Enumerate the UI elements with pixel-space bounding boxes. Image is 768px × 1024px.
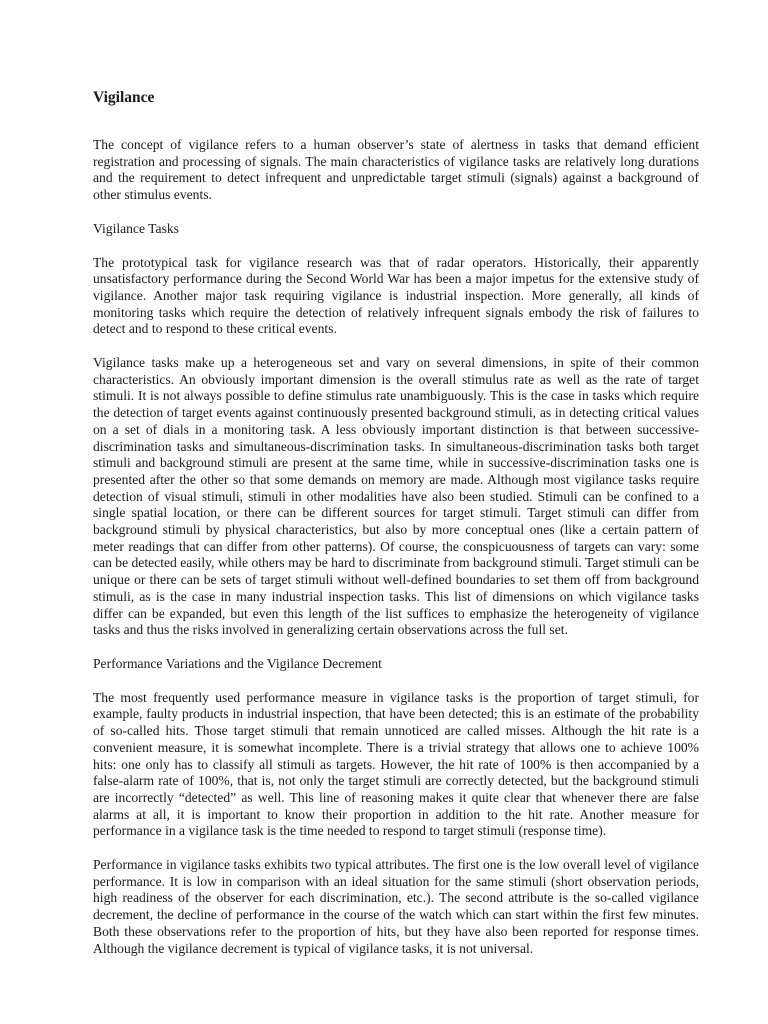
document-page bbox=[93, 88, 699, 974]
paragraph-task-dimensions: Vigilance tasks make up a heterogeneous set and vary on several dimensions, in spite of their common characteristics. An obviously important dimension is the overall stimulus rate as well as the rate of target stimuli. It is not always possible to define stimulus rate unambiguously. This is the case in tasks which require the detection of target events against continuously presented background stimuli, as in detecting critical values on a set of dials in a monitoring task. A less obviously important distinction is that between successive-discrimination tasks and simultaneous-discrimination tasks. In simultaneous-discrimination tasks both target stimuli and background stimuli are present at the same time, while in successive-discrimination tasks one is presented after the other so that some demands on memory are made. Although most vigilance tasks require detection of visual stimuli, stimuli in other modalities have also been studied. Stimuli can be confined to a single spatial location, or there can be different sources for target stimuli. Target stimuli can differ from background stimuli by physical characteristics, but also by more conceptual ones (like a certain pattern of meter readings that can differ from other patterns). Of course, the conspicuousness of targets can vary: some can be detected easily, while others may be hard to discriminate from background stimuli. Target stimuli can be unique or there can be sets of target stimuli without well-defined boundaries to set them off from background stimuli, as is the case in many industrial inspection tasks. This list of dimensions on which vigilance tasks differ can be expanded, but even this length of the list suffices to emphasize the heterogeneity of vigilance tasks and thus the risks involved in generalizing certain observations across the full set. bbox=[93, 355, 699, 638]
paragraph-prototypical-task: The prototypical task for vigilance research was that of radar operators. Historically, their apparently unsatisfactory performance during the Second World War has been a major impetus for the extensive study of vigilance. Another major task requiring vigilance is industrial inspection. More generally, all kinds of monitoring tasks which require the detection of relatively infrequent signals embody the risk of failures to detect and to respond to these critical events. bbox=[93, 254, 699, 337]
section-heading-performance: Performance Variations and the Vigilance Decrement bbox=[93, 655, 382, 671]
document-title: Vigilance bbox=[93, 89, 155, 106]
section-heading-vigilance-tasks: Vigilance Tasks bbox=[93, 220, 179, 236]
paragraph-intro: The concept of vigilance refers to a human observer’s state of alertness in tasks that demand efficient registration and processing of signals. The main characteristics of vigilance tasks are relatively long durations and the requirement to detect infrequent and unpredictable target stimuli (signals) against a background of other stimulus events. bbox=[93, 137, 699, 203]
paragraph-performance-measure: The most frequently used performance measure in vigilance tasks is the proportion of target stimuli, for example, faulty products in industrial inspection, that have been detected; this is an estimate of the probability of so-called hits. Those target stimuli that remain unnoticed are called misses. Although the hit rate is a convenient measure, it is somewhat incomplete. There is a trivial strategy that allows one to achieve 100% hits: one only has to classify all stimuli as targets. However, the hit rate of 100% is then accompanied by a false-alarm rate of 100%, that is, not only the target stimuli are correctly detected, but the background stimuli are incorrectly “detected” as well. This line of reasoning makes it quite clear that whenever there are false alarms at all, it is important to know their proportion in addition to the hit rate. Another measure for performance in a vigilance task is the time needed to respond to target stimuli (response time). bbox=[93, 689, 699, 839]
paragraph-performance-attributes: Performance in vigilance tasks exhibits two typical attributes. The first one is the low overall level of vigilance performance. It is low in comparison with an ideal situation for the same stimuli (short observation periods, high readiness of the observer for each discrimination, etc.). The second attribute is the so-called vigilance decrement, the decline of performance in the course of the watch which can start within the first few minutes. Both these observations refer to the proportion of hits, but they have also been reported for response times. Although the vigilance decrement is typical of vigilance tasks, it is not universal. bbox=[93, 857, 699, 956]
